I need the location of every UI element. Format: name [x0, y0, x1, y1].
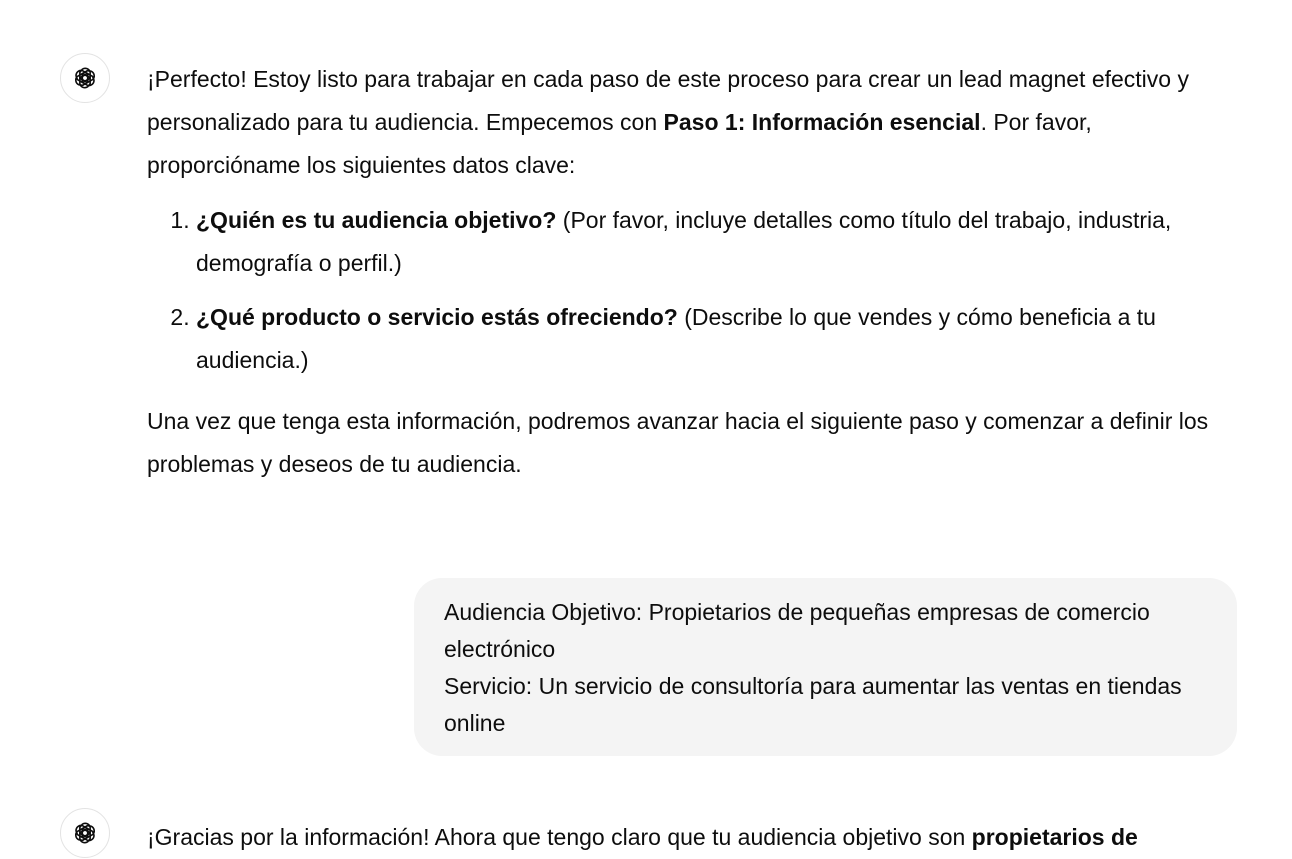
question-list [147, 199, 1247, 382]
list-item [196, 296, 1247, 382]
assistant-message [147, 58, 1247, 486]
intro-text: ¡Perfecto! Estoy listo para trabajar en cada paso de este proceso para crear un lead magnet efectivo y personalizado para tu audiencia. Empecemos con [147, 66, 1189, 135]
user-message-line: Servicio: Un servicio de consultoría para aumentar las ventas en tiendas online [444, 673, 1182, 736]
user-message-line: Audiencia Objetivo: Propietarios de pequeñas empresas de comercio electrónico [444, 599, 1150, 662]
intro-bold-step: Paso 1: Información esencial [663, 109, 981, 135]
assistant-intro-paragraph [147, 58, 1247, 187]
assistant-closing-paragraph: Una vez que tenga esta información, podremos avanzar hacia el siguiente paso y comenzar a definir los problemas y deseos de tu audiencia. [147, 408, 1209, 477]
assistant-avatar [60, 53, 110, 103]
question-detail: (Describe lo que vendes y cómo beneficia a tu audiencia.) [196, 304, 1156, 373]
user-message-bubble [414, 578, 1237, 756]
assistant-message-partial [147, 816, 1247, 859]
partial-text: ¡Gracias por la información! Ahora que tengo claro que tu audiencia objetivo son [147, 824, 972, 850]
question-bold: ¿Qué producto o servicio estás ofreciendo? [196, 304, 678, 330]
list-item [196, 199, 1247, 285]
intro-text-end: . Por favor, proporcióname los siguientes datos clave: [147, 109, 1092, 178]
openai-logo-icon [71, 64, 99, 92]
openai-logo-icon [71, 819, 99, 847]
question-detail: (Por favor, incluye detalles como título del trabajo, industria, demografía o perfil.) [196, 207, 1172, 276]
question-bold: ¿Quién es tu audiencia objetivo? [196, 207, 557, 233]
assistant-avatar [60, 808, 110, 858]
partial-bold: propietarios de [971, 824, 1138, 850]
